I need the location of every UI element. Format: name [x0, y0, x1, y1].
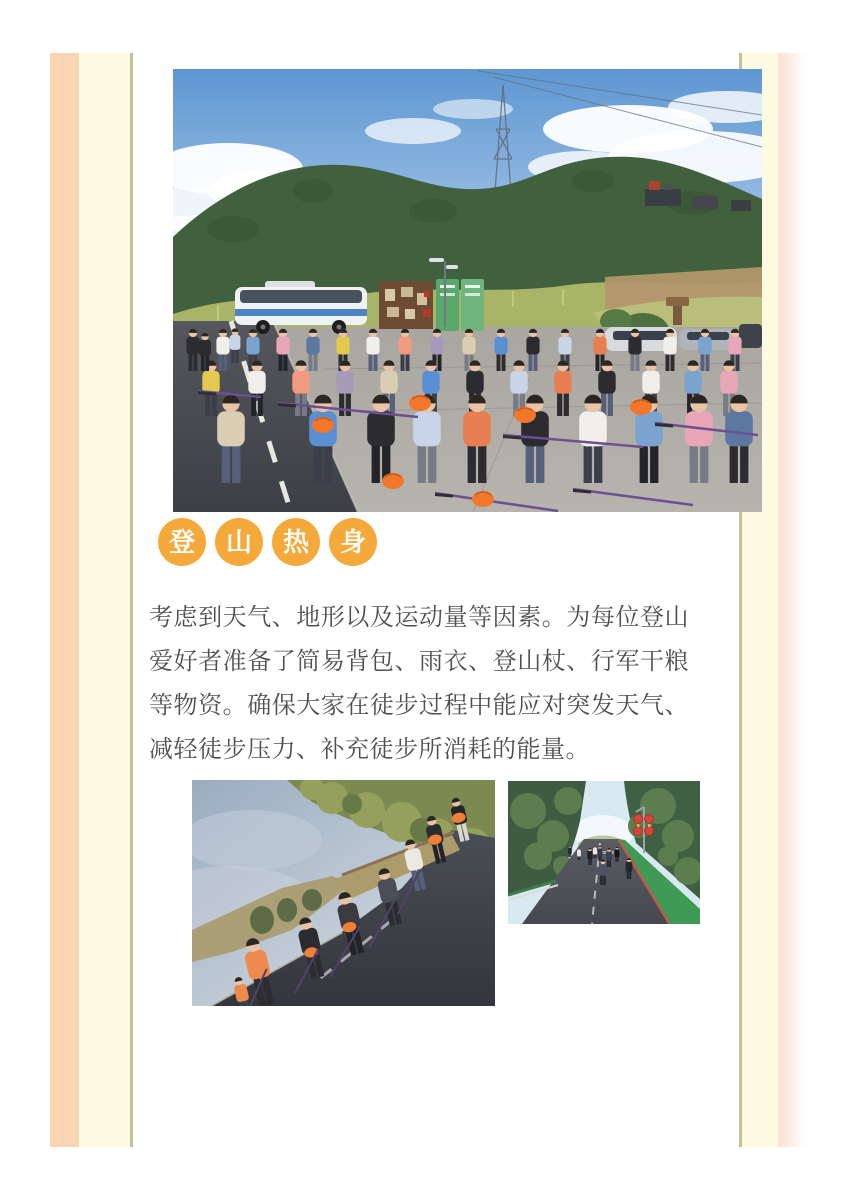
photo-warmup-group	[173, 69, 762, 512]
photo-greenway-illustration	[508, 781, 700, 924]
title-badge-char: 登	[168, 527, 195, 557]
title-badge-1	[158, 518, 206, 566]
title-badge-2	[215, 518, 263, 566]
section-title	[158, 518, 377, 566]
photo-hiking-uphill	[192, 780, 495, 1006]
right-stripe-peach-band	[778, 53, 805, 1147]
photo-hiking-illustration	[192, 780, 495, 1006]
photo-greenway-walk	[508, 781, 700, 924]
body-paragraph: 考虑到天气、地形以及运动量等因素。为每位登山爱好者准备了简易背包、雨衣、登山杖、行军干粮等物资。确保大家在徒步过程中能应对突发天气、减轻徒步压力、补充徒步所消耗的能量。	[149, 604, 689, 763]
left-stripe-cream-band	[79, 53, 133, 1147]
title-badge-char: 身	[339, 527, 366, 557]
title-badge-char: 山	[225, 527, 252, 557]
photo-warmup-illustration	[173, 69, 762, 512]
left-stripe-peach-band	[50, 53, 79, 1147]
left-decor-stripe	[50, 53, 133, 1147]
title-badge-3	[272, 518, 320, 566]
title-badge-4	[329, 518, 377, 566]
title-badge-char: 热	[282, 527, 309, 557]
wooden-photo-wall	[379, 281, 433, 329]
